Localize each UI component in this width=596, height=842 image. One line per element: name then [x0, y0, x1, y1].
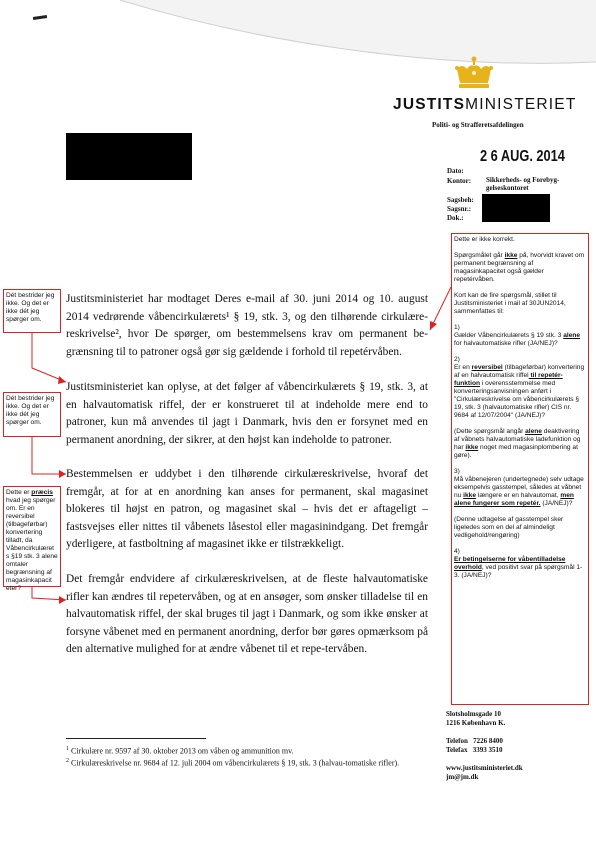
dato-label: Dato: — [447, 167, 464, 175]
arrow-right — [430, 287, 451, 330]
annotation-right: Dette er ikke korrekt. Spørgsmålet går ikke på, hvorvidt kravet om permanent begrænsning af magasinkapacitet også gælder repetérvåben. Kort kan de fire spørgsmål, stillet til Justitsministeriet i mail af 30JUN2014, sammenfattes til: 1) Gælder Våbencirkulærets § 19 stk. 3 alene for halvautomatiske rifler (JA/NEJ)? 2) Er en reversibel (tilbageførbar) konvertering af en halvautomatisk riffel til repetér-funktion i overensstemmelse med konverteringsanvisningen anført i "Cirkulæreskrivelse om våbencirkulærets § 19, stk. 3 (halvautomatiske rifler) CIS nr. 9684 af 12/07/2004" (JA/NEJ)? (Dette spørgsmål angår alene deaktivering af våbnets halvautomatiske ladefunktion og har ikke noget med magasinplombering at gøre). 3) Må våbenejeren (undertegnede) selv udtage eksempelvis gasstempel, således at våbnet nu ikke længere er en halvautomat, men alene fungerer som repetér. (JA/NEJ)? (Denne udtagelse af gasstempel sker ligeledes som en del af almindeligt vedligehold/rengøring) 4) Er betingelserne for våbentilladelse overhold, ved positivt svar på spørgsmål 1-3. (JA/NEJ)? — [451, 233, 589, 705]
address-street: Slotsholmsgade 10 — [446, 710, 502, 718]
recipient-redaction — [66, 133, 192, 180]
kontor-value: Sikkerheds- og Forebyg-gelseskontoret — [486, 176, 560, 192]
annotation-left-3: Dette er præcis hvad jeg spørger om. Er en reversibel (tilbageførbar) konvertering tilladt, da Våbencirkulæret s §19 stk. 3 alene omtaler begrænsning af magasinkapacit eter? — [3, 486, 61, 587]
paragraph-4: Det fremgår endvidere af cirkulæreskrivelsen, at de fleste halvautomatiske rifler kan ændres til repetervåben, og at en ansøger, som ønsker tilladelse til en halvautomatisk riffel, der skal bruges til jagt i Danmark, og som ikke ønsker at forsyne våbenet med en permanent anordning, derfor bør gøres opmærksom på den alternative mulighed for at ændre våbenet til et repe-tervåben. — [66, 573, 428, 655]
sagsbeh-label: Sagsbeh: — [447, 196, 474, 204]
website-link[interactable]: www.justitsministeriet.dk — [446, 764, 523, 772]
ministry-logo — [393, 96, 577, 114]
annotation-left-1: Dét bestrider jeg ikke. Og det er ikke dét jeg spørger om. — [3, 289, 61, 333]
arrow-left-2 — [32, 437, 66, 474]
paragraph-2: Justitsministeriet kan oplyse, at det følger af våbencirkulærets § 19, stk. 3, at en halvautomatisk riffel, der er konstrueret til at indeholde mere end to patroner, kun må anvendes til jagt i Danmark, hvis den er forsynet med en permanent anordning, der sikrer, at den højst kan indeholde to patroner. — [66, 381, 428, 446]
annotation-left-2: Dét bestrider jeg ikke. Og det er ikke dét jeg spørger om. — [3, 392, 61, 437]
case-redaction — [482, 194, 550, 222]
paragraph-3: Bestemmelsen er uddybet i den tilhørende cirkulæreskrivelse, hvoraf det fremgår, at for at en anordning kan anses for permanent, skal magasinet blokeres til højst en patron, og magasinet skal – hvis det er aftageligt – fastsvejses eller nittes til våbenets låsestol eller magasinindgang. Det fremgår yderligere, at fastboltning af magasinet ikke er tilstrækkeligt. — [66, 468, 428, 550]
footnote-rule — [66, 738, 206, 739]
footnote-2: $^2$ Cirkulæreskrivelse nr. 9684 af 12. juli 2004 om våbencirkulærets § 19, stk. 3 (halvau-tomatiske rifler). — [66, 758, 400, 768]
dok-label: Dok.: — [447, 214, 464, 222]
letterhead-curve — [0, 0, 596, 100]
logo-right: MINISTERIET — [465, 96, 577, 113]
footnote-1: $^1$ Cirkulære nr. 9597 af 30. oktober 2013 om våben og ammunition mv. — [66, 746, 294, 756]
kontor-label: Kontor: — [447, 177, 472, 185]
arrow-left-1 — [32, 333, 66, 382]
address-city: 1216 København K. — [446, 719, 506, 727]
crown-icon — [452, 55, 496, 95]
letter-date: 2 6 AUG. 2014 — [480, 148, 565, 165]
email-link[interactable]: jm@jm.dk — [446, 773, 479, 781]
telefon-row: Telefon 7226 8400 — [446, 737, 503, 745]
sagsnr-label: Sagsnr.: — [447, 205, 472, 213]
department-name: Politi- og Strafferetsafdelingen — [432, 121, 524, 129]
logo-left: JUSTITS — [393, 96, 466, 113]
paragraph-1: Justitsministeriet har modtaget Deres e-mail af 30. juni 2014 og 10. august 2014 vedrørende våbencirkulærets¹ § 19, stk. 3, og den tilhørende cirkulære-reskrivelse², hvor De spørger, om bestemmelsens krav om permanent be-grænsning til to patroner også gør sig gældende i forhold til repetérvåben. — [66, 293, 428, 358]
telefax-row: Telefax 3393 3510 — [446, 746, 503, 754]
